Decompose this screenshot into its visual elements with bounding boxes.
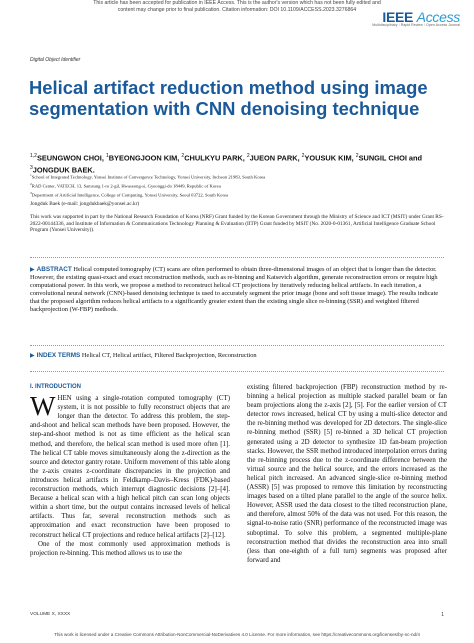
license-notice: This work is licensed under a Creative Commons Attribution-NonCommercial-NoDerivatives 4.0 License. For more information, see https://creativecommons.org/licenses/by-nc-nd/4	[54, 632, 420, 637]
author-name: CHULKYU PARK,	[184, 153, 247, 163]
author-affil-marker: 1,2	[30, 153, 37, 159]
section-heading: I. INTRODUCTION	[30, 384, 81, 390]
author-name: YOUSUK KIM,	[304, 153, 356, 163]
author-affil-marker: 2	[355, 153, 359, 159]
affiliation	[30, 172, 450, 181]
abstract-text: Helical computed tomography (CT) scans are often performed to obtain three-dimensional images of an object that is longer than the detector. However, the existing quasi-exact and exact reconstruction methods, such as re-binning and Katsevich algorithm, generate reconstruction errors or require high computational power. In this work, we propose a method to reconstruct helical CT projections by iteratively reducing helical artifacts. In each iteration, a convolutional neural network (CNN)-based denoising technique is used to accurately segment the prior image (bone and soft tissue image). The results indicate that the proposed algorithm reduces helical artifacts to a significantly greater extent than the existing single slice re-binning (SSR) and weighted filtered backprojection (W-FBP) methods.	[30, 266, 439, 313]
affiliation-marker: 3	[30, 190, 32, 195]
corresponding-author: Jongduk Baek (e-mail: jongdukbaek@yonsei.ac.kr)	[30, 201, 140, 207]
abstract-label: ABSTRACT	[36, 266, 72, 273]
body-paragraph	[30, 391, 230, 540]
body-column-right	[247, 383, 447, 565]
drop-cap: W	[30, 391, 56, 422]
affiliation-marker: 2	[30, 181, 32, 186]
triangle-marker-icon: ▶	[30, 353, 35, 359]
author-affil-marker: 2	[181, 153, 185, 159]
logo-brand: IEEE	[382, 9, 414, 25]
index-terms-text: Helical CT, Helical artifact, Filtered Backprojection, Reconstruction	[81, 352, 257, 359]
affiliation-text: RAD Center, VATECH, 13, Samsung 1-ro 2-gil, Hwaseong-si, Gyeonggi-do 18449, Republic of Korea	[31, 183, 221, 189]
affiliation	[30, 190, 450, 199]
divider	[30, 345, 444, 346]
acceptance-notice-line2: content may change prior to final publication. Citation information: DOI 10.1109/ACCESS.2023.3276864	[117, 7, 357, 13]
paper-title: Helical artifact reduction method using image segmentation with CNN denoising technique	[29, 77, 428, 119]
body-paragraph: existing filtered backprojection (FBP) reconstruction method by re-binning a helical projection as multiple stacked parallel beam or fan beam projections along the z-axis [2], [5]. For the earlier version of CT detector rows increased, helical CT by using a multi-slice detector and the re-binning method was developed for 2D detectors. The single-slice re-binning method (SSR) [5] re-binned a 3D helical CT projection generated using a 2D detector to synthesize 1D fan-beam projection stacks. However, the SSR method introduced interpolation errors during the re-binning process due to the z-coordinate difference between the virtual source and the helical source, and the errors increased as the helical pitch increased. An advanced single-slice re-binning method (ASSR) [5] was proposed to remove this limitation by reconstructing images based on a tilted plane parallel to the angle of the source helix. However, ASSR used the data closest to the tilted reconstruction plane, and therefore, almost 50% of the data was not used. For this reason, the signal-to-noise ratio (SNR) performance of the reconstructed image was suboptimal. To solve this problem, a segmented multiple-plane reconstruction method that divides the reconstruction area into small (less than one-eighth of a full turn) segments was proposed after forward and	[247, 384, 447, 564]
logo-tagline: Multidisciplinary ⁝ Rapid Review ⁝ Open Access Journal	[372, 23, 460, 27]
abstract-block	[30, 266, 444, 314]
author-name: BYEONGJOON KIM,	[108, 153, 182, 163]
affiliation-text: Department of Artificial Intelligence, College of Computing, Yonsei University, Seoul 03722, South Korea	[31, 192, 229, 198]
logo-product: Access	[416, 9, 460, 25]
page-number: 1	[441, 612, 444, 618]
divider	[30, 371, 444, 372]
journal-logo	[372, 9, 460, 27]
body-column-left	[30, 383, 230, 558]
affiliation-list	[30, 172, 450, 198]
author-name: JONGDUK BAEK.	[32, 165, 95, 175]
index-terms-block	[30, 352, 444, 359]
triangle-marker-icon: ▶	[30, 267, 35, 273]
author-name: SUNGIL CHOI and	[358, 153, 423, 163]
body-paragraph: One of the most commonly used approximation methods is projection re-binning. This method allows us to use the	[30, 540, 230, 557]
author-affil-marker: 1	[105, 153, 109, 159]
author-name: SEUNGWON CHOI,	[36, 153, 106, 163]
author-name: JUEON PARK,	[249, 153, 302, 163]
affiliation-marker: 1	[30, 173, 32, 177]
body-text: HEN using a single-rotation computed tomography (CT) system, it is not possible to fully reconstruct objects that are longer than the detector. To address this problem, the step-and-shoot and helical scan methods have been proposed. However, the step-and-shoot method is not as time efficient as the helical scan method, and therefore, the helical scan method is used more often [1]. The helical CT table moves simultaneously along the z-direction as the source and detector gantry rotate. Uniform movement of this table along the z-axis creates z-coordinate discrepancies in the projection and introduces helical artifacts in Feldkamp–Davis–Kress (FDK)-based reconstruction methods, which interrupt diagnostic decisions [2]–[4]. Because a helical scan with a high helical pitch can scan long objects within a short time, but the output contains increased levels of helical artifacts. Thus far, several reconstruction methods such as approximation and exact reconstruction have been proposed to reconstruct helical CT projections and reduce helical artifacts [2]–[12].	[30, 395, 230, 539]
author-affil-marker: 2	[246, 153, 250, 159]
affiliation	[30, 181, 450, 190]
author-affil-marker: 3	[30, 165, 33, 172]
volume-info: VOLUME X, XXXX	[30, 612, 71, 617]
divider	[30, 257, 444, 258]
index-terms-label: INDEX TERMS	[36, 352, 81, 359]
doi-label: Digital Object Identifier	[30, 57, 81, 63]
funding-statement: This work was supported in part by the National Research Foundation of Korea (NRF) Grant funded by the Korean Government through the Ministry of Science and ICT (MSIT) under Grant RS-2022-00144336, and Institute of Information & Communications Technology Planning & Evaluation (IITP) Grant funded by MSIT (No. 2020-0-01361, Artificial Intelligence Graduate School Program (Yonsei University)).	[30, 214, 444, 234]
affiliation-text: School of Integrated Technology, Yonsei Institute of Convergence Technology, Yonsei University, Incheon 21983, South Korea	[31, 174, 266, 180]
acceptance-notice-line1: This article has been accepted for publication in IEEE Access. This is the author's version which has not been fully edited and	[93, 0, 381, 6]
author-affil-marker: 2	[301, 153, 305, 159]
